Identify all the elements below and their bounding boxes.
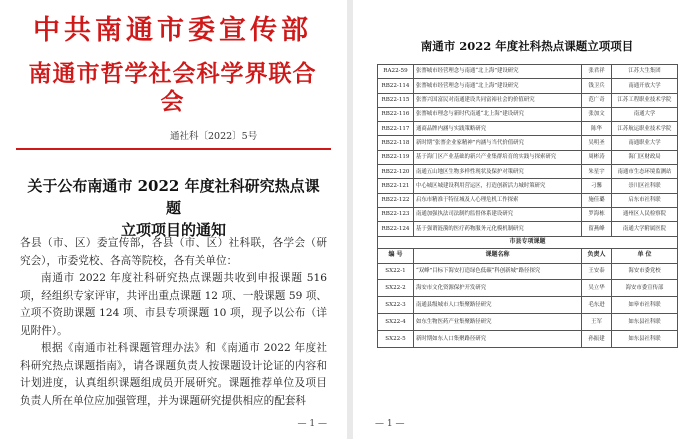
project-lead: 刁馨 <box>582 179 612 193</box>
project-unit: 江苏大生集团 <box>612 65 678 79</box>
column-header-name: 课题名称 <box>414 248 582 263</box>
project-code: RB22-120 <box>378 165 414 179</box>
left-page <box>0 0 347 439</box>
table-row <box>378 331 678 348</box>
project-lead: 罗海栋 <box>582 207 612 221</box>
project-name: 南通加强执法司法制约监督体系建设研究 <box>414 207 582 221</box>
project-unit: 南通市生态环境监测站 <box>612 165 678 179</box>
projects-table <box>377 64 678 348</box>
project-lead: 王安泰 <box>582 263 612 280</box>
project-unit: 南通职业大学 <box>612 136 678 150</box>
project-unit: 海门区财政局 <box>612 150 678 164</box>
project-lead: 张君祥 <box>582 65 612 79</box>
project-unit: 如东县社科联 <box>612 331 678 348</box>
project-name: 南通五山地区生物多样性现状及保护对策研究 <box>414 165 582 179</box>
project-lead: 范广奇 <box>582 93 612 107</box>
project-unit: 如东县社科联 <box>612 314 678 331</box>
column-header-lead: 负责人 <box>582 248 612 263</box>
table-row <box>378 93 678 107</box>
table-row <box>378 193 678 207</box>
project-unit: 江苏航运职业技术学院 <box>612 122 678 136</box>
project-name: 新时期“张謇企业家精神”内涵与当代价值研究 <box>414 136 582 150</box>
document-number: 通社科〔2022〕5号 <box>170 131 258 142</box>
table-row <box>378 314 678 331</box>
red-divider-line <box>16 148 331 150</box>
project-unit: 通州区人民检察院 <box>612 207 678 221</box>
project-code: RB22-115 <box>378 93 414 107</box>
notice-title <box>20 175 327 241</box>
notice-title-line1: 关于公布南通市 2022 年度社科研究热点课题 <box>27 177 320 217</box>
project-lead: 吴立华 <box>582 280 612 297</box>
project-name: 基于海门区产业基础的新兴产业集群培育的实践与探索研究 <box>414 150 582 164</box>
section-row <box>378 236 678 248</box>
project-unit: 南通大学附属医院 <box>612 222 678 236</box>
body-paragraph-1: 南通市 2022 年度社科研究热点课题共收到申报课题 516 项，经组织专家评审，共评出重点课题 12 项、一般课题 59 项、立项不资助课题 124 项、市县专项课题 10 项，现予以公布（详见附件）。 <box>20 272 327 337</box>
project-lead: 吴明圣 <box>582 136 612 150</box>
table-row <box>378 79 678 93</box>
project-unit: 南通大学 <box>612 107 678 121</box>
project-name: 通商品牌内涵与实践策略研究 <box>414 122 582 136</box>
table-row <box>378 297 678 314</box>
project-name: 张謇城市经营理念与南通“北上海”建设研究 <box>414 65 582 79</box>
section-label: 市县专项课题 <box>378 236 678 248</box>
project-unit: 崇川区社科联 <box>612 179 678 193</box>
attachment-title: 南通市 2022 年度社科热点课题立项项目 <box>420 39 634 53</box>
project-code: RB22-121 <box>378 179 414 193</box>
issuer-header-federation: 南通市哲学社会科学界联合会 <box>28 60 317 115</box>
column-header-row <box>378 248 678 263</box>
project-code: RB22-124 <box>378 222 414 236</box>
project-lead: 周彬涛 <box>582 150 612 164</box>
right-page <box>353 0 700 439</box>
project-code: RB22-123 <box>378 207 414 221</box>
table-row <box>378 207 678 221</box>
table-row <box>378 136 678 150</box>
project-unit: 海安市委宣传部 <box>612 280 678 297</box>
project-name: 启东市精准于特征城及人心理危机工作探索 <box>414 193 582 207</box>
project-unit: 如皋市社科联 <box>612 297 678 314</box>
project-code: RB22-119 <box>378 150 414 164</box>
project-name: “双峰”目标下海安打造绿色低碳“科创新城”路径探究 <box>414 263 582 280</box>
project-name: 中心城区城建设利用营运区，打造创新活力城时策研究 <box>414 179 582 193</box>
project-name: 张謇兴国富民对南通建设共同富裕社会的价值研究 <box>414 93 582 107</box>
addressee-paragraph: 各县（市、区）委宣传部，各县（市、区）社科联，各学会（研究会），市委党校、各高等院校，各有关单位： <box>20 237 327 267</box>
table-row <box>378 179 678 193</box>
notice-title-line2: 立项项目的通知 <box>120 221 226 239</box>
body-paragraph-2: 根据《南通市社科课题管理办法》和《南通市 2022 年度社科研究热点课题指南》，请各课题负责人按课题设计论证的内容和计划进度，认真组织课题组成员开展研究。课题推荐单位及项目负责人所在单位应加强管理，并为课题研究提供相应的配套科 <box>20 342 327 407</box>
table-row <box>378 107 678 121</box>
project-code: SX22-4 <box>378 314 414 331</box>
project-lead: 陈华 <box>582 122 612 136</box>
notice-body <box>20 235 327 410</box>
table-row <box>378 65 678 79</box>
project-lead: 钱卫兵 <box>582 79 612 93</box>
project-code: RB22-117 <box>378 122 414 136</box>
project-name: 新时期如东人口集聚路径研究 <box>414 331 582 348</box>
column-header-unit: 单 位 <box>612 248 678 263</box>
project-code: RB22-122 <box>378 193 414 207</box>
table-row <box>378 122 678 136</box>
project-lead: 朱星宇 <box>582 165 612 179</box>
project-lead: 留燕峰 <box>582 222 612 236</box>
project-code: RB22-118 <box>378 136 414 150</box>
project-unit: 江苏工程职业技术学院 <box>612 93 678 107</box>
project-name: 南通县级城市人口集聚路径研究 <box>414 297 582 314</box>
table-row <box>378 165 678 179</box>
project-unit: 海安市委党校 <box>612 263 678 280</box>
project-code: SX22-2 <box>378 280 414 297</box>
project-code: SX22-1 <box>378 263 414 280</box>
project-name: 海安市文化资源保护开发研究 <box>414 280 582 297</box>
project-code: SX22-3 <box>378 297 414 314</box>
page-number: — 1 — <box>375 419 405 429</box>
project-lead: 毛东进 <box>582 297 612 314</box>
project-lead: 孙振建 <box>582 331 612 348</box>
issuer-header-propaganda-dept: 中共南通市委宣传部 <box>33 15 312 46</box>
table-row <box>378 150 678 164</box>
project-lead: 施佳璐 <box>582 193 612 207</box>
column-header-code: 编 号 <box>378 248 414 263</box>
project-code: SX22-5 <box>378 331 414 348</box>
project-code: RA22-59 <box>378 65 414 79</box>
project-lead: 张加文 <box>582 107 612 121</box>
table-row <box>378 222 678 236</box>
project-name: 张謇城市理念与新时代南通“北上海”建设研究 <box>414 107 582 121</box>
table-row <box>378 280 678 297</box>
project-name: 张謇城市经营理念与南通“北上海”建设研究 <box>414 79 582 93</box>
page-number: — 1 — <box>297 419 327 429</box>
project-name: 基于强谓涟漪的医疗药物服务元化模机制研究 <box>414 222 582 236</box>
project-code: RB22-116 <box>378 107 414 121</box>
table-row <box>378 263 678 280</box>
project-unit: 南通开放大学 <box>612 79 678 93</box>
project-lead: 王军 <box>582 314 612 331</box>
project-code: RB22-114 <box>378 79 414 93</box>
project-name: 如东生物医药产业集聚路径研究 <box>414 314 582 331</box>
project-unit: 启东市社科联 <box>612 193 678 207</box>
